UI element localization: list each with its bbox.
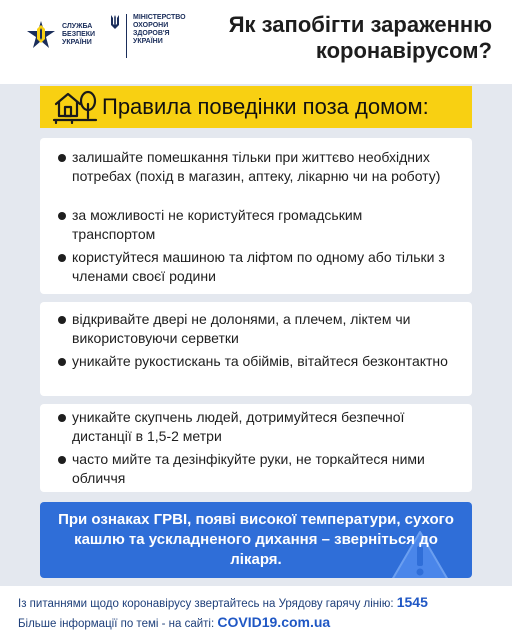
bullet: [58, 254, 66, 262]
bullet: [58, 212, 66, 220]
list-item-text: залишайте помешкання тільки при життєво необхідних потребах (похід в магазин, аптеку, лікарню чи на роботу): [72, 149, 441, 184]
list-item-text: за можливості не користуйтеся громадським транспортом: [72, 207, 363, 242]
footer-hotline-text: Із питаннями щодо коронавірусу звертайтесь на Урядову гарячу лінію:: [18, 598, 394, 610]
footer: [0, 586, 512, 640]
bullet: [58, 456, 66, 464]
house-tree-bench-icon: [52, 90, 98, 124]
doctor-alert: [40, 502, 472, 578]
list-item-text: часто мийте та дезінфікуйте руки, не торкайтеся ними обличчя: [72, 451, 425, 486]
section-title: Правила поведінки поза домом:: [102, 94, 429, 119]
list-item-text: відкривайте двері не долонями, а плечем, ліктем чи використовуючи серветки: [72, 311, 411, 346]
rules-card: [40, 404, 472, 492]
sbu-logo: [26, 20, 112, 50]
logo-divider: [126, 14, 127, 58]
alert-text: При ознаках ГРВІ, появі високої температури, сухого кашлю та ускладненого дихання – зверніться до лікаря.: [58, 511, 454, 568]
page-title: Як запобігти зараженню коронавірусом?: [228, 12, 492, 63]
bullet: [58, 316, 66, 324]
list-item-text: уникайте рукостискань та обіймів, вітайтеся безконтактно: [72, 353, 448, 369]
moz-logo: [110, 14, 193, 58]
rules-card: [40, 302, 472, 396]
bullet: [58, 154, 66, 162]
bullet: [58, 358, 66, 366]
section-banner: [40, 86, 472, 128]
rules-card: [40, 138, 472, 294]
hotline-number[interactable]: 1545: [396, 594, 428, 610]
footer-website-line: [18, 614, 330, 630]
moz-logo-text: МІНІСТЕРСТВО ОХОРОНИ ЗДОРОВ'Я УКРАЇНИ: [133, 14, 186, 45]
header: [0, 0, 512, 84]
list-item-text: користуйтеся машиною та ліфтом по одному або тільки з членами своєї родини: [72, 249, 445, 284]
footer-website-text: Більше інформації по темі - на сайті:: [18, 618, 215, 630]
sbu-emblem-icon: [26, 20, 56, 50]
website-link[interactable]: COVID19.com.ua: [217, 614, 331, 630]
trident-icon: [110, 14, 120, 30]
list-item-text: уникайте скупчень людей, дотримуйтеся безпечної дистанції в 1,5-2 метри: [72, 409, 405, 444]
sbu-logo-text: СЛУЖБА БЕЗПЕКИ УКРАЇНИ: [62, 23, 96, 46]
footer-hotline-line: [18, 594, 428, 610]
bullet: [58, 414, 66, 422]
